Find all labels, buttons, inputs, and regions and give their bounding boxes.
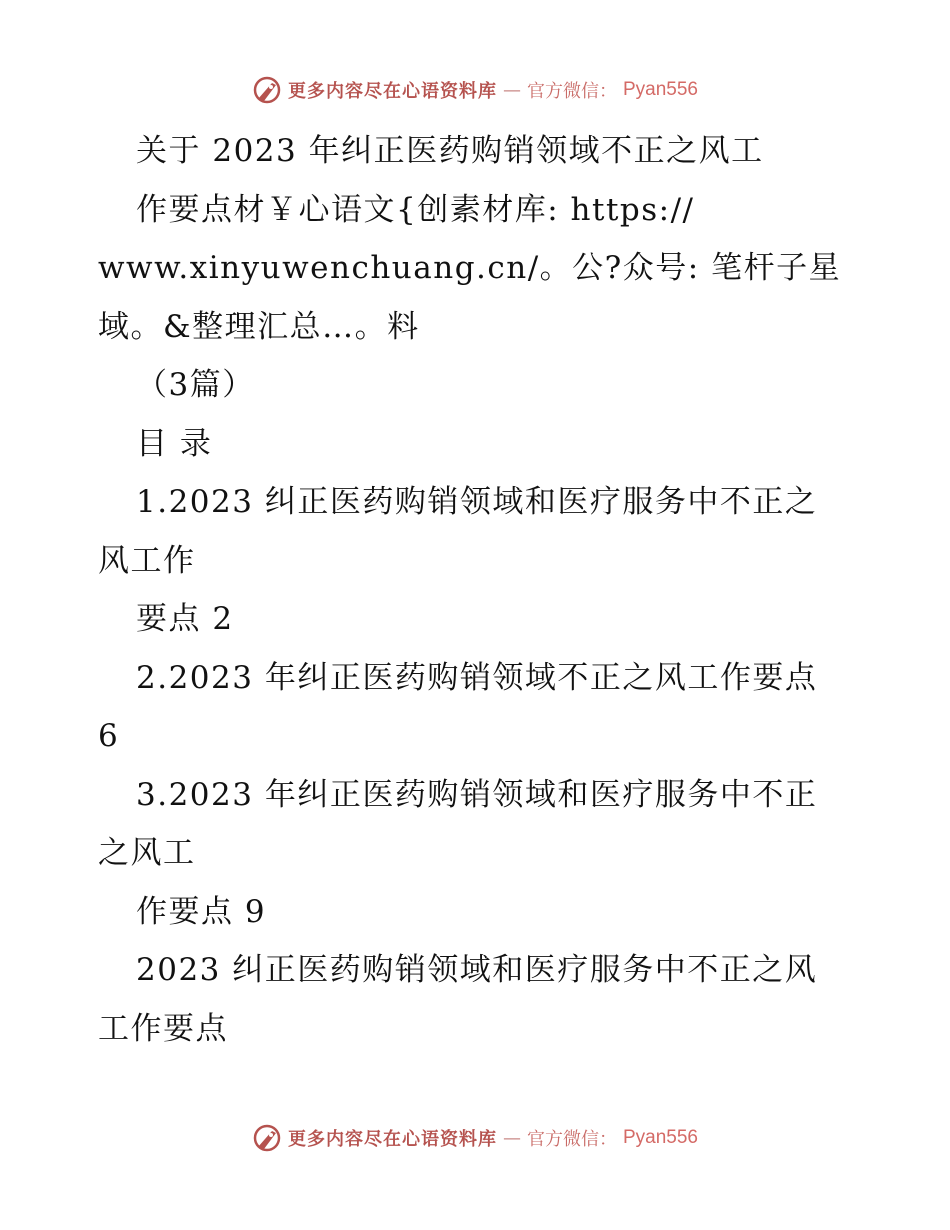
toc-entry-3-line-1: 3.2023 年纠正医药购销领域和医疗服务中不正 — [136, 776, 818, 813]
pen-logo-icon — [252, 1123, 282, 1153]
toc-entry-1-line-2: 风工作 — [98, 542, 196, 579]
header-banner-separator: — — [502, 79, 521, 101]
section-title-line-1: 2023 纠正医药购销领域和医疗服务中不正之风 — [136, 952, 818, 988]
footer-wechat-id: Pyan556 — [622, 1127, 698, 1148]
section-title-line-2: 工作要点 — [98, 1010, 228, 1047]
title-line-3: www.xinyuwenchuang.cn/。公?众号: 笔杆子星 — [98, 250, 842, 286]
footer-banner-separator: — — [502, 1127, 521, 1149]
article-count: （3篇） — [136, 367, 255, 403]
title-line-2: 作要点材￥心语文{创素材库: https:// — [136, 191, 695, 228]
title-line-4: 域。&整理汇总…。料 — [98, 308, 420, 345]
toc-entry-1-line-1: 1.2023 纠正医药购销领域和医疗服务中不正之 — [136, 484, 818, 520]
toc-entry-2-page: 6 — [98, 718, 120, 754]
header-watermark-banner — [0, 70, 950, 110]
header-wechat-label: 官方微信： — [526, 81, 617, 102]
toc-entry-2-line-1: 2.2023 年纠正医药购销领域不正之风工作要点 — [136, 659, 818, 696]
toc-entry-3-line-3: 作要点 9 — [136, 893, 267, 930]
toc-entry-3-line-2: 之风工 — [98, 835, 196, 871]
title-line-1: 关于 2023 年纠正医药购销领域不正之风工 — [136, 133, 764, 169]
toc-entry-1-line-3: 要点 2 — [136, 601, 234, 637]
toc-heading: 目 录 — [136, 425, 213, 462]
header-wechat-id: Pyan556 — [622, 79, 698, 100]
pen-logo-icon — [252, 75, 282, 105]
footer-banner-text: 更多内容尽在心语资料库 — [287, 1129, 497, 1150]
footer-wechat-label: 官方微信： — [526, 1129, 617, 1150]
header-banner-text: 更多内容尽在心语资料库 — [287, 81, 497, 102]
footer-watermark-banner — [0, 1118, 950, 1158]
document-body — [98, 122, 858, 1058]
